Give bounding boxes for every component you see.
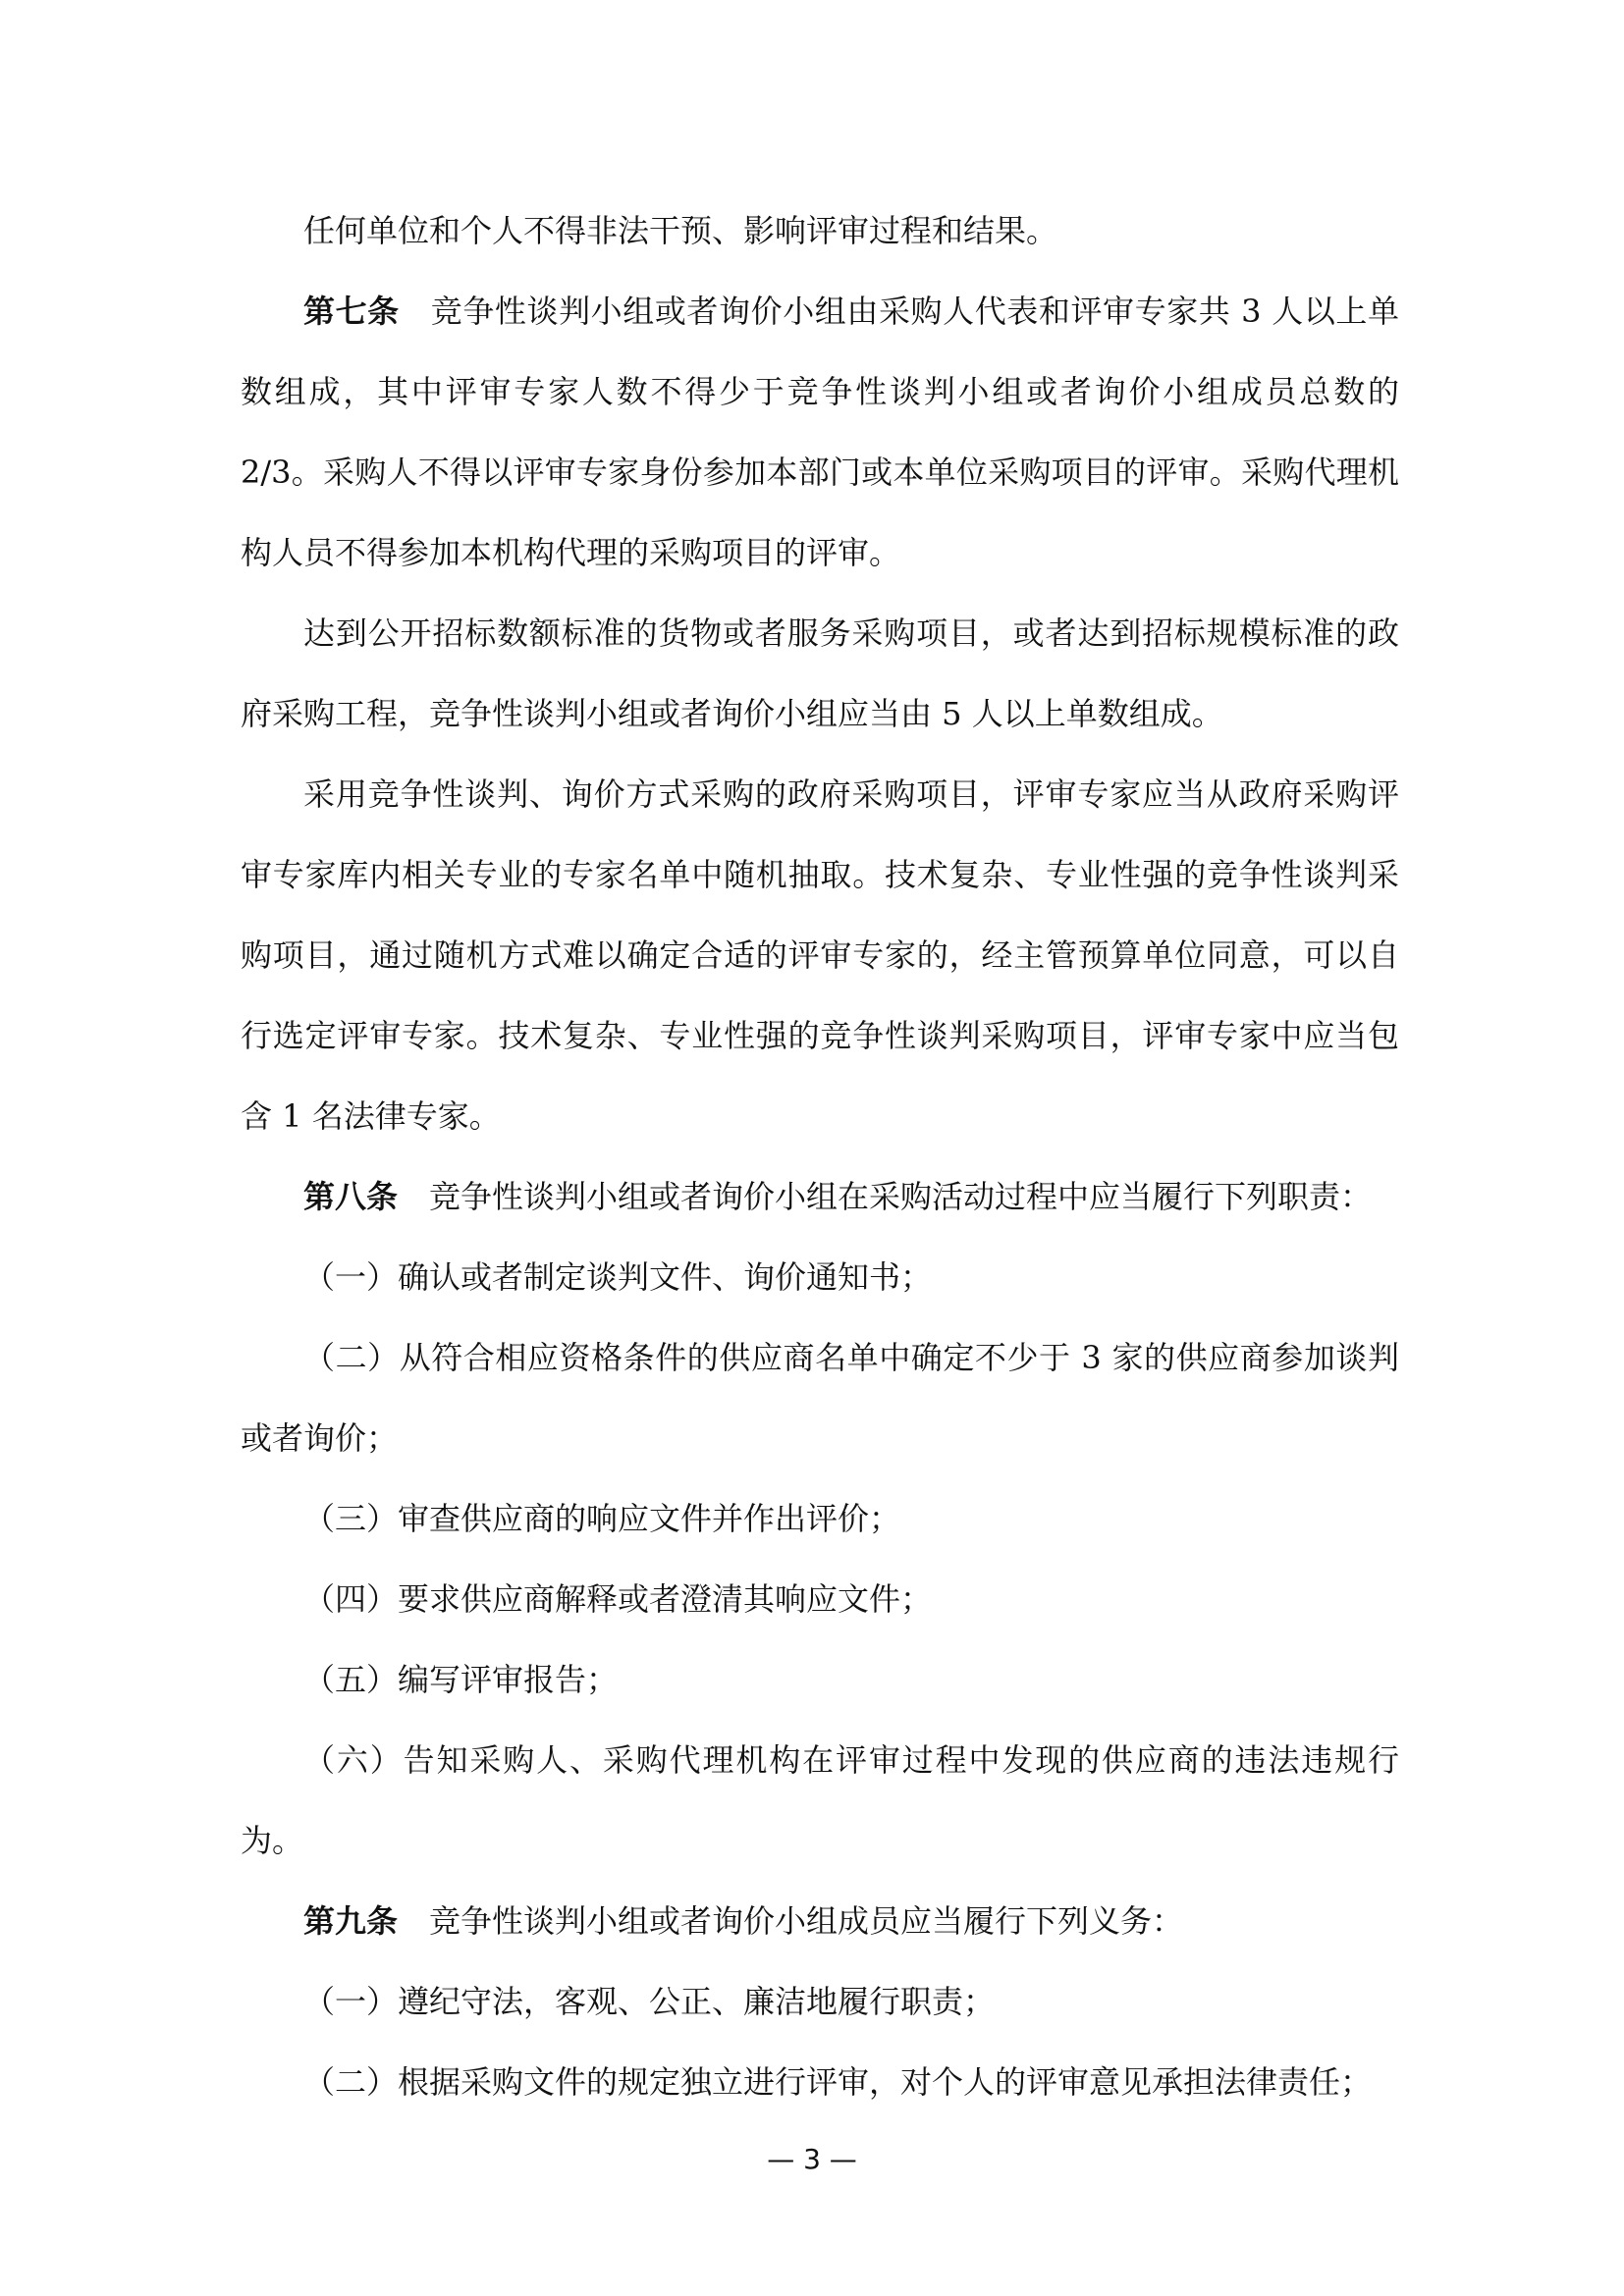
list-item: （五）编写评审报告； [303, 1661, 619, 1698]
paragraph: 达到公开招标数额标准的货物或者服务采购项目，或者达到招标规模标准的政府采购工程，竞争性谈判小组或者询价小组应当由 5 人以上单数组成。 [241, 614, 1399, 732]
list-item: （三）审查供应商的响应文件并作出评价； [303, 1500, 901, 1537]
article-heading: 第七条 [303, 293, 400, 330]
list-item: （二）根据采购文件的规定独立进行评审，对个人的评审意见承担法律责任； [303, 2063, 1373, 2101]
article-heading: 第九条 [303, 1902, 399, 1940]
article-7-paragraph: 第七条 竞争性谈判小组或者询价小组由采购人代表和评审专家共 3 人以上单数组成，其中评审专家人数不得少于竞争性谈判小组或者询价小组成员总数的 2/3。采购人不得以评审专家身份参加本部门或本单位采购项目的评审。采购代理机构人员不得参加本机构代理的采购项目的评审。 [241, 293, 1399, 571]
page-number: — 3 — [767, 2143, 857, 2175]
list-item: （二）从符合相应资格条件的供应商名单中确定不少于 3 家的供应商参加谈判或者询价； [241, 1339, 1399, 1457]
article-8-paragraph: 第八条 竞争性谈判小组或者询价小组在采购活动过程中应当履行下列职责： [303, 1178, 1373, 1215]
list-item: （四）要求供应商解释或者澄清其响应文件； [303, 1580, 933, 1618]
article-9-paragraph: 第九条 竞争性谈判小组或者询价小组成员应当履行下列义务： [303, 1902, 1184, 1940]
paragraph: 任何单位和个人不得非法干预、影响评审过程和结果。 [303, 212, 1058, 249]
list-item: （一）确认或者制定谈判文件、询价通知书； [303, 1258, 933, 1296]
paragraph: 采用竞争性谈判、询价方式采购的政府采购项目，评审专家应当从政府采购评审专家库内相关专业的专家名单中随机抽取。技术复杂、专业性强的竞争性谈判采购项目，通过随机方式难以确定合适的评审专家的，经主管预算单位同意，可以自行选定评审专家。技术复杂、专业性强的竞争性谈判采购项目，评审专家中应当包含 1 名法律专家。 [241, 775, 1399, 1135]
list-item: （六）告知采购人、采购代理机构在评审过程中发现的供应商的违法违规行为。 [241, 1741, 1399, 1859]
body-text [241, 190, 1399, 2122]
list-item: （一）遵纪守法，客观、公正、廉洁地履行职责； [303, 1983, 996, 2020]
article-heading: 第八条 [303, 1178, 399, 1215]
